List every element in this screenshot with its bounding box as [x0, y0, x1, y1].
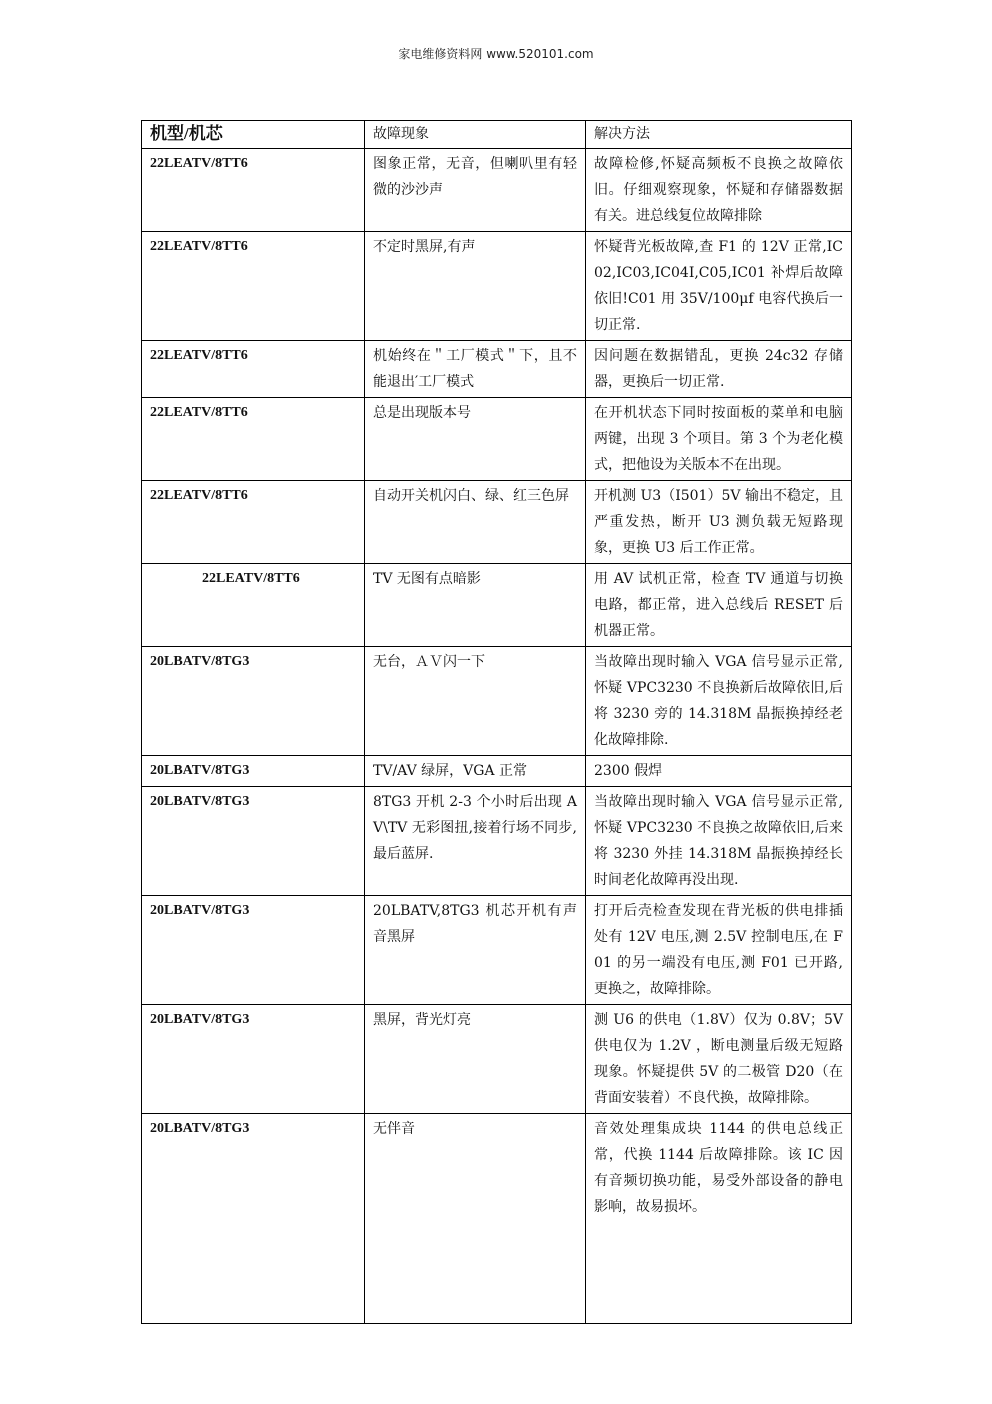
- table-row: [142, 756, 852, 787]
- column-header-solution: 解决方法: [586, 121, 852, 149]
- model-cell: 22LEATV/8TT6: [142, 398, 365, 481]
- solution-cell: 当故障出现时输入 VGA 信号显示正常,怀疑 VPC3230 不良换新后故障依旧,后将 3230 旁的 14.318M 晶振换掉经老化故障排除.: [586, 647, 852, 756]
- solution-cell: 测 U6 的供电（1.8V）仅为 0.8V；5V 供电仅为 1.2V ，断电测量后级无短路现象。怀疑提供 5V 的二极管 D20（在背面安装着）不良代换，故障排除。: [586, 1005, 852, 1114]
- column-header-symptom: 故障现象: [365, 121, 586, 149]
- model-cell: 22LEATV/8TT6: [142, 149, 365, 232]
- solution-cell: 当故障出现时输入 VGA 信号显示正常,怀疑 VPC3230 不良换之故障依旧,后来将 3230 外挂 14.318M 晶振换掉经长时间老化故障再没出现.: [586, 787, 852, 896]
- symptom-cell: 无伴音: [365, 1114, 586, 1324]
- model-cell: 22LEATV/8TT6: [142, 481, 365, 564]
- symptom-cell: 图象正常，无音，但喇叭里有轻微的沙沙声: [365, 149, 586, 232]
- model-cell: 20LBATV/8TG3: [142, 1005, 365, 1114]
- table-header-row: [142, 121, 852, 149]
- column-header-model: 机型/机芯: [142, 121, 365, 149]
- symptom-cell: 机始终在＂工厂模式＂下，且不能退出′工厂模式: [365, 341, 586, 398]
- solution-cell: 因问题在数据错乱，更换 24c32 存储器，更换后一切正常.: [586, 341, 852, 398]
- symptom-cell: 总是出现版本号: [365, 398, 586, 481]
- page-header: 家电维修资料网 www.520101.com: [398, 47, 594, 61]
- solution-cell: 用 AV 试机正常，检查 TV 通道与切换电路，都正常，进入总线后 RESET 后机器正常。: [586, 564, 852, 647]
- table-row: [142, 647, 852, 756]
- table-row: [142, 149, 852, 232]
- solution-cell: 怀疑背光板故障,查 F1 的 12V 正常,IC02,IC03,IC04I,C05,IC01 补焊后故障依旧!C01 用 35V/100μf 电容代换后一切正常.: [586, 232, 852, 341]
- table-row: [142, 232, 852, 341]
- symptom-cell: 自动开关机闪白、绿、红三色屏: [365, 481, 586, 564]
- solution-cell: 开机测 U3（I501）5V 输出不稳定，且严重发热，断开 U3 测负载无短路现象，更换 U3 后工作正常。: [586, 481, 852, 564]
- model-cell: 20LBATV/8TG3: [142, 1114, 365, 1324]
- table-row: [142, 398, 852, 481]
- solution-cell: 故障检修,怀疑高频板不良换之故障依旧。仔细观察现象，怀疑和存储器数据有关。进总线复位故障排除: [586, 149, 852, 232]
- model-cell: 22LEATV/8TT6: [142, 232, 365, 341]
- table-row: [142, 564, 852, 647]
- model-cell: 20LBATV/8TG3: [142, 896, 365, 1005]
- table-row: [142, 1114, 852, 1324]
- model-cell: 20LBATV/8TG3: [142, 787, 365, 896]
- table-row: [142, 341, 852, 398]
- symptom-cell: TV/AV 绿屏，VGA 正常: [365, 756, 586, 787]
- model-cell: 20LBATV/8TG3: [142, 756, 365, 787]
- symptom-cell: 无台，ＡＶ闪一下: [365, 647, 586, 756]
- model-cell: 20LBATV/8TG3: [142, 647, 365, 756]
- symptom-cell: 黑屏，背光灯亮: [365, 1005, 586, 1114]
- solution-cell: 音效处理集成块 1144 的供电总线正常，代换 1144 后故障排除。该 IC 因有音频切换功能，易受外部设备的静电影响，故易损坏。: [586, 1114, 852, 1324]
- symptom-cell: 8TG3 开机 2-3 个小时后出现 AV\TV 无彩图扭,接着行场不同步,最后蓝屏.: [365, 787, 586, 896]
- table-row: [142, 481, 852, 564]
- symptom-cell: 不定时黑屏,有声: [365, 232, 586, 341]
- solution-cell: 2300 假焊: [586, 756, 852, 787]
- symptom-cell: TV 无图有点暗影: [365, 564, 586, 647]
- model-cell: 22LEATV/8TT6: [142, 564, 365, 647]
- table-row: [142, 1005, 852, 1114]
- fault-table: [141, 120, 852, 1324]
- table-row: [142, 896, 852, 1005]
- model-cell: 22LEATV/8TT6: [142, 341, 365, 398]
- table-row: [142, 787, 852, 896]
- solution-cell: 在开机状态下同时按面板的菜单和电脑两键，出现 3 个项目。第 3 个为老化模式，把他设为关版本不在出现。: [586, 398, 852, 481]
- solution-cell: 打开后壳检查发现在背光板的供电排插处有 12V 电压,测 2.5V 控制电压,在 F01 的另一端没有电压,测 F01 已开路,更换之，故障排除。: [586, 896, 852, 1005]
- symptom-cell: 20LBATV,8TG3 机芯开机有声音黑屏: [365, 896, 586, 1005]
